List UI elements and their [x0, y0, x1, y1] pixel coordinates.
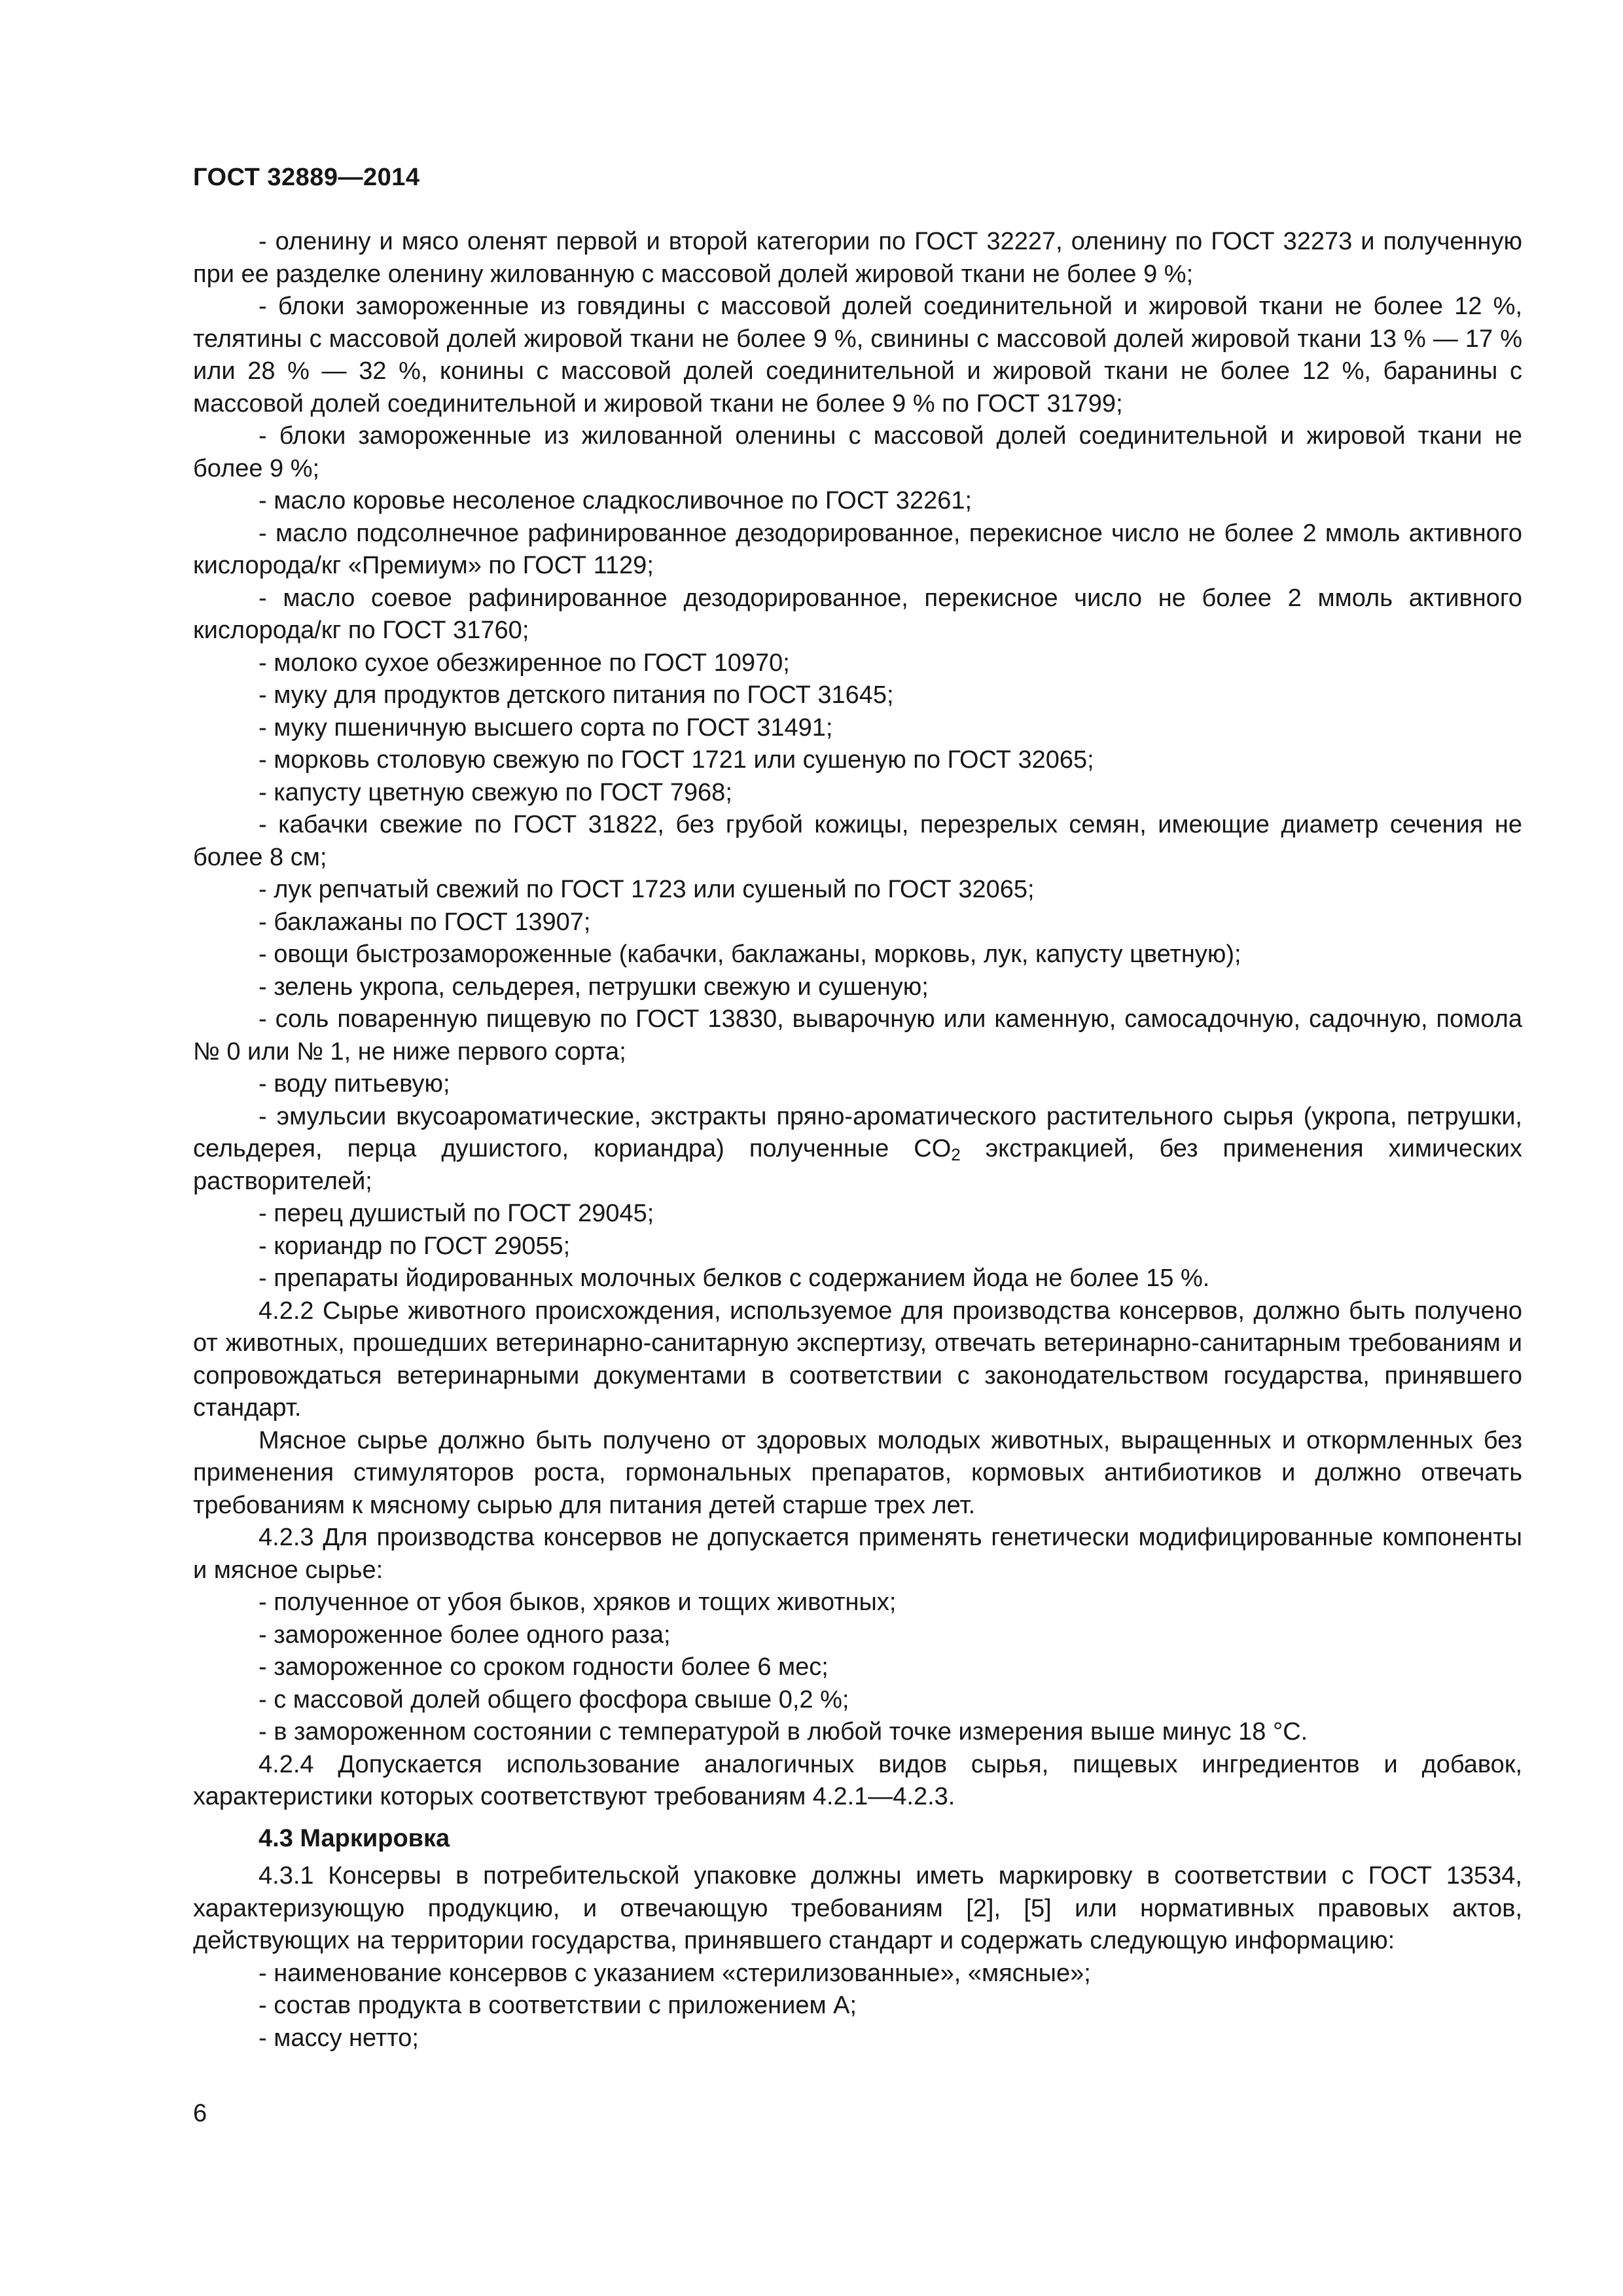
list-item: - капусту цветную свежую по ГОСТ 7968; — [259, 778, 732, 806]
document-header: ГОСТ 32889—2014 — [193, 164, 420, 191]
list-item: - в замороженном состоянии с температурой в любой точке измерения выше минус 18 °С. — [259, 1718, 1308, 1746]
list-item: - овощи быстрозамороженные (кабачки, баклажаны, морковь, лук, капусту цветную); — [259, 941, 1241, 968]
list-item: - муку для продуктов детского питания по ГОСТ 31645; — [259, 681, 894, 709]
list-item: - лук репчатый свежий по ГОСТ 1723 или сушеный по ГОСТ 32065; — [259, 876, 1035, 903]
list-item: - блоки замороженные из говядины с массовой долей соединительной и жировой ткани не более 12 %, телятины с массовой долей жировой ткани не более 9 %, свинины с массовой долей жировой ткани 13 % — 17 % или 28 % — 32 %, конины с массовой долей соединительной и жировой ткани не более 12 %, баранины с массовой долей соединительной и жировой ткани не более 9 % по ГОСТ 31799; — [193, 293, 1522, 418]
list-item: - с массовой долей общего фосфора свыше 0,2 %; — [259, 1685, 849, 1713]
list-item: - состав продукта в соответствии с приложением А; — [259, 1992, 857, 2019]
list-item: - соль поваренную пищевую по ГОСТ 13830, выварочную или каменную, самосадочную, садочную, помола № 0 или № 1, не ниже первого сорта; — [193, 1005, 1522, 1066]
list-item: - масло соевое рафинированное дезодорированное, перекисное число не более 2 ммоль активного кислорода/кг по ГОСТ 31760; — [193, 584, 1522, 644]
emulsion-text-before: - эмульсии вкусоароматические, экстракты пряно-ароматического растительного сырья (укропа, петрушки, сельдерея, перца душистого, кориандра) полученные CO — [193, 1102, 1522, 1162]
clause-4-2-4: 4.2.4 Допускается использование аналогичных видов сырья, пищевых ингредиентов и добавок, характеристики которых соответствуют требованиям 4.2.1—4.2.3. — [193, 1750, 1522, 1810]
document-body — [193, 226, 1522, 2054]
list-item: - препараты йодированных молочных белков с содержанием йода не более 15 %. — [259, 1265, 1210, 1292]
list-item: - масло коровье несоленое сладкосливочное по ГОСТ 32261; — [259, 487, 972, 514]
clause-4-2-2: 4.2.2 Сырье животного происхождения, используемое для производства консервов, должно быть получено от животных, прошедших ветеринарно-санитарную экспертизу, отвечать ветеринарно-санитарным требованиям и сопровождаться ветеринарными документами в соответствии с законодательством государства, принявшего стандарт. — [193, 1297, 1522, 1422]
list-item: - полученное от убоя быков, хряков и тощих животных; — [259, 1588, 897, 1616]
list-item: - массу нетто; — [259, 2024, 419, 2052]
list-item: - молоко сухое обезжиренное по ГОСТ 10970; — [259, 649, 790, 677]
list-item: - блоки замороженные из жилованной оленины с массовой долей соединительной и жировой ткани не более 9 %; — [193, 422, 1522, 482]
co2-subscript: 2 — [951, 1145, 961, 1164]
list-item: - оленину и мясо оленят первой и второй категории по ГОСТ 32227, оленину по ГОСТ 32273 и полученную при ее разделке оленину жилованную с массовой долей жировой ткани не более 9 %; — [193, 228, 1522, 288]
list-item: - замороженное со сроком годности более 6 мес; — [259, 1653, 829, 1681]
clause-4-3-1: 4.3.1 Консервы в потребительской упаковке должны иметь маркировку в соответствии с ГОСТ 13534, характеризующую продукцию, и отвечающую требованиям [2], [5] или нормативных правовых актов, действующих на территории государства, принявшего стандарт и содержать следующую информацию: — [193, 1862, 1522, 1954]
list-item: - масло подсолнечное рафинированное дезодорированное, перекисное число не более 2 ммоль активного кислорода/кг «Премиум» по ГОСТ 1129; — [193, 519, 1522, 579]
list-item: - перец душистый по ГОСТ 29045; — [259, 1200, 654, 1227]
list-item: - баклажаны по ГОСТ 13907; — [259, 908, 591, 936]
list-item: - зелень укропа, сельдерея, петрушки свежую и сушеную; — [259, 973, 929, 1001]
list-item: - замороженное более одного раза; — [259, 1621, 671, 1649]
list-item: - морковь столовую свежую по ГОСТ 1721 или сушеную по ГОСТ 32065; — [259, 746, 1094, 774]
meat-raw-material-paragraph: Мясное сырье должно быть получено от здоровых молодых животных, выращенных и откормленных без применения стимуляторов роста, гормональных препаратов, кормовых антибиотиков и должно отвечать требованиям к мясному сырью для питания детей старше трех лет. — [193, 1426, 1522, 1519]
clause-4-2-3: 4.2.3 Для производства консервов не допускается применять генетически модифицированные компоненты и мясное сырье: — [193, 1524, 1522, 1584]
emulsion-text-after: экстракцией, без применения химических растворителей; — [193, 1135, 1523, 1195]
section-heading-marking: 4.3 Маркировка — [259, 1824, 450, 1852]
list-item: - воду питьевую; — [259, 1070, 450, 1098]
list-item: - кориандр по ГОСТ 29055; — [259, 1232, 571, 1260]
list-item: - муку пшеничную высшего сорта по ГОСТ 31491; — [259, 713, 833, 742]
page-number: 6 — [193, 2100, 207, 2127]
list-item-emulsions — [193, 1101, 1522, 1198]
list-item: - наименование консервов с указанием «стерилизованные», «мясные»; — [259, 1959, 1091, 1987]
list-item: - кабачки свежие по ГОСТ 31822, без грубой кожицы, перезрелых семян, имеющие диаметр сечения не более 8 см; — [193, 811, 1522, 871]
